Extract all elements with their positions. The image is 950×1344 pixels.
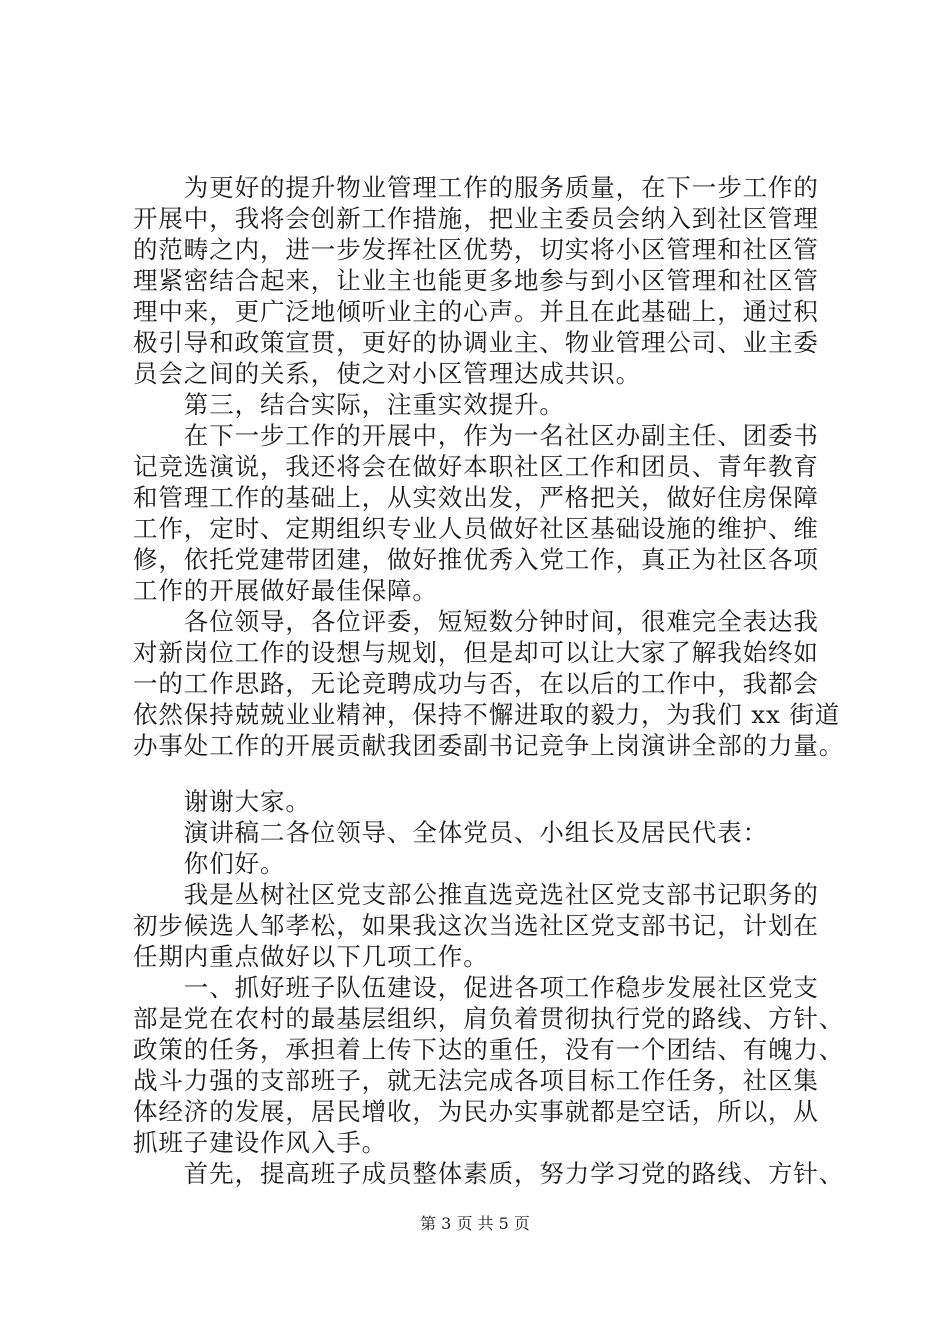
paragraph-line: 任期内重点做好以下几项工作。 <box>133 942 489 971</box>
paragraph-line: 极引导和政策宣贯，更好的协调业主、物业管理公司、业主委 <box>133 328 819 357</box>
paragraph-line: 体经济的发展，居民增收，为民办实事就都是空话，所以，从 <box>133 1097 819 1126</box>
paragraph-line: 工作的开展做好最佳保障。 <box>133 576 438 605</box>
paragraph-line: 员会之间的关系，使之对小区管理达成共识。 <box>133 359 641 388</box>
page-number-footer: 第 3 页 共 5 页 <box>420 1214 530 1233</box>
paragraph-line: 在下一步工作的开展中，作为一名社区办副主任、团委书 <box>133 421 819 450</box>
paragraph-line: 对新岗位工作的设想与规划，但是却可以让大家了解我始终如 <box>133 638 819 667</box>
paragraph-line: 依然保持兢兢业业精神，保持不懈进取的毅力，为我们 xx 街道 <box>133 700 841 729</box>
paragraph-line: 我是丛树社区党支部公推直选竞选社区党支部书记职务的 <box>133 880 819 909</box>
paragraph-line: 为更好的提升物业管理工作的服务质量，在下一步工作的 <box>133 173 819 202</box>
paragraph-line: 理中来，更广泛地倾听业主的心声。并且在此基础上，通过积 <box>133 297 819 326</box>
paragraph-line: 战斗力强的支部班子，就无法完成各项目标工作任务，社区集 <box>133 1066 819 1095</box>
document-body <box>133 172 845 1189</box>
paragraph-line: 演讲稿二各位领导、全体党员、小组长及居民代表： <box>133 818 768 847</box>
paragraph-line: 的范畴之内，进一步发挥社区优势，切实将小区管理和社区管 <box>133 235 819 264</box>
paragraph-line: 一、抓好班子队伍建设，促进各项工作稳步发展社区党支 <box>133 973 819 1002</box>
paragraph-line: 抓班子建设作风入手。 <box>133 1128 387 1157</box>
paragraph-line: 政策的任务，承担着上传下达的重任，没有一个团结、有魄力、 <box>133 1035 845 1064</box>
paragraph-line: 记竞选演说，我还将会在做好本职社区工作和团员、青年教育 <box>133 452 819 481</box>
paragraph-line: 你们好。 <box>133 849 286 878</box>
paragraph-line: 谢谢大家。 <box>133 787 311 816</box>
paragraph-line: 各位领导，各位评委，短短数分钟时间，很难完全表达我 <box>133 607 819 636</box>
paragraph-line: 初步候选人邹孝松，如果我这次当选社区党支部书记，计划在 <box>133 911 819 940</box>
paragraph-line: 开展中，我将会创新工作措施，把业主委员会纳入到社区管理 <box>133 204 819 233</box>
paragraph-line: 和管理工作的基础上，从实效出发，严格把关，做好住房保障 <box>133 483 819 512</box>
paragraph-line: 修，依托党建带团建，做好推优秀入党工作，真正为社区各项 <box>133 545 819 574</box>
paragraph-line: 工作，定时、定期组织专业人员做好社区基础设施的维护、维 <box>133 514 819 543</box>
paragraph-line: 第三，结合实际，注重实效提升。 <box>133 390 565 419</box>
paragraph-line: 首先，提高班子成员整体素质，努力学习党的路线、方针、 <box>133 1159 845 1188</box>
paragraph-line: 一的工作思路，无论竞聘成功与否，在以后的工作中，我都会 <box>133 669 819 698</box>
paragraph-gap <box>133 761 833 786</box>
paragraph-line: 办事处工作的开展贡献我团委副书记竞争上岗演讲全部的力量。 <box>133 731 845 760</box>
paragraph-line: 部是党在农村的最基层组织，肩负着贯彻执行党的路线、方针、 <box>133 1004 845 1033</box>
paragraph-line: 理紧密结合起来，让业主也能更多地参与到小区管理和社区管 <box>133 266 819 295</box>
